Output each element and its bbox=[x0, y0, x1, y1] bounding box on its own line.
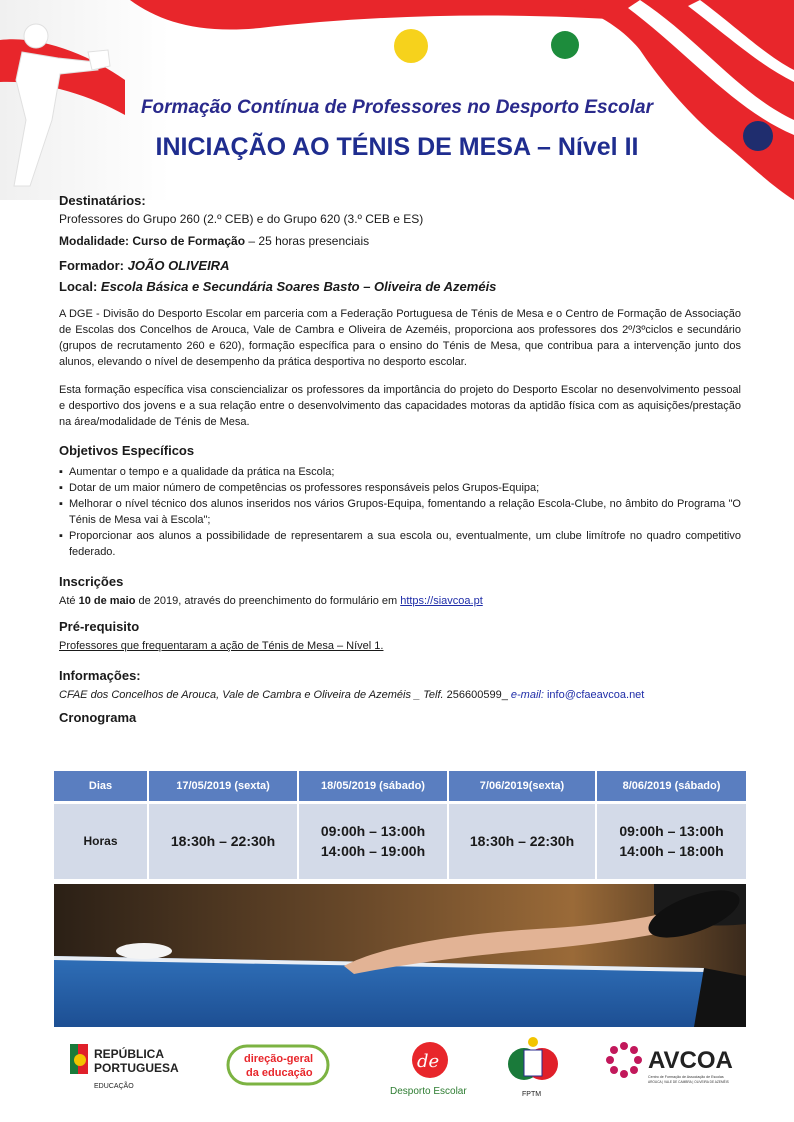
avcoa-sub-1: Centro de Formação de Associação de Escolas bbox=[648, 1075, 724, 1079]
destinatarios-text: Professores do Grupo 260 (2.º CEB) e do Grupo 620 (3.º CEB e ES) bbox=[59, 212, 424, 226]
modalidade-label: Modalidade: bbox=[59, 234, 130, 248]
formador-line bbox=[59, 258, 741, 273]
cronograma-title: Cronograma bbox=[59, 710, 137, 725]
intro-paragraph: A DGE - Divisão do Desporto Escolar em parceria com a Federação Portuguesa de Ténis de Mesa e o Centro de Formação de Associação de Escolas dos Concelhos de Arouca, Vale de Cambra e Oliveira de Azeméis, proporciona aos professores dos 2º/3ºciclos e secundário (grupos de recrutamento 260 e 620), formação específica para o ensino do Ténis de Mesa, que contribua para a intervenção junto dos alunos, elevando o nível de desempenho da prática desportiva no desporto escolar. bbox=[59, 308, 741, 368]
inscricoes-text bbox=[59, 595, 741, 607]
table-header-cell: 8/06/2019 (sábado) bbox=[596, 771, 746, 802]
republica-line-3: EDUCAÇÃO bbox=[94, 1083, 134, 1090]
de-mark: de bbox=[417, 1051, 440, 1072]
page-title: INICIAÇÃO AO TÉNIS DE MESA – Nível II bbox=[155, 133, 639, 161]
time-range: 14:00h – 19:00h bbox=[320, 843, 426, 860]
list-item: ▪ Proporcionar aos alunos a possibilidade de representarem a sua escola ou, eventualmente, um clube limítrofe no quadro competitivo federado. bbox=[59, 528, 741, 560]
list-item: ▪ Aumentar o tempo e a qualidade da prática na Escola; bbox=[59, 464, 741, 480]
republica-line-2: PORTUGUESA bbox=[94, 1061, 179, 1075]
email-link[interactable]: info@cfaeavcoa.net bbox=[543, 689, 645, 701]
time-range: 09:00h – 13:00h bbox=[619, 823, 724, 840]
inscricoes-mid: de 2019, através do preenchimento do formulário em bbox=[135, 595, 401, 607]
schedule-table bbox=[54, 771, 746, 879]
informacoes-sep: _ bbox=[501, 689, 511, 701]
table-header-cell: Dias bbox=[54, 771, 148, 802]
table-cell bbox=[298, 802, 448, 879]
inscricoes-date: 10 de maio bbox=[78, 595, 136, 607]
time-range: 18:30h – 22:30h bbox=[170, 833, 276, 850]
modalidade-value: Curso de Formação bbox=[132, 234, 246, 248]
avcoa-wordmark: AVCOA bbox=[648, 1047, 733, 1074]
dge-line-2: da educação bbox=[246, 1067, 313, 1079]
desporto-escolar-label: Desporto Escolar bbox=[390, 1086, 467, 1097]
avcoa-sub-2: AROUCA | VALE DE CAMBRA | OLIVEIRA DE AZEMÉIS bbox=[648, 1080, 729, 1084]
informacoes-text bbox=[59, 689, 741, 701]
inscricoes-pre: Até bbox=[59, 595, 79, 607]
table-cell bbox=[148, 802, 298, 879]
avcoa-logo bbox=[602, 1036, 752, 1102]
main-content bbox=[59, 193, 741, 725]
table-cell bbox=[596, 802, 746, 879]
republica-line-1: REPÚBLICA bbox=[94, 1047, 165, 1061]
logos-strip bbox=[54, 1036, 754, 1102]
informacoes-title: Informações: bbox=[59, 668, 141, 683]
fptm-label: FPTM bbox=[522, 1091, 542, 1098]
time-range: 14:00h – 18:00h bbox=[619, 843, 724, 860]
prerequisito-title: Pré-requisito bbox=[59, 619, 140, 634]
objetivos-list bbox=[59, 464, 741, 560]
table-row bbox=[54, 802, 746, 879]
republica-portuguesa-logo bbox=[68, 1036, 188, 1102]
prerequisito-text: Professores que frequentaram a ação de Ténis de Mesa – Nível 1. bbox=[59, 640, 384, 652]
modalidade-line bbox=[59, 234, 741, 248]
email-label: e-mail: bbox=[510, 689, 544, 701]
subtitle: Formação Contínua de Professores no Desporto Escolar bbox=[140, 97, 654, 118]
table-header-row bbox=[54, 771, 746, 802]
table-header-cell: 18/05/2019 (sábado) bbox=[298, 771, 448, 802]
informacoes-phone: 256600599 bbox=[446, 689, 502, 701]
table-cell bbox=[448, 802, 596, 879]
objetivos-title: Objetivos Específicos bbox=[59, 443, 195, 458]
fptm-logo bbox=[504, 1036, 564, 1102]
list-item: ▪ Dotar de um maior número de competências os professores responsáveis pelos Grupos-Equipa; bbox=[59, 480, 741, 496]
list-item: ▪ Melhorar o nível técnico dos alunos inseridos nos vários Grupos-Equipa, fomentando a relação Escola-Clube, no âmbito do Programa "O Ténis de Mesa vai à Escola"; bbox=[59, 496, 741, 528]
local-line bbox=[59, 279, 741, 294]
destinatarios-label: Destinatários: bbox=[59, 193, 146, 208]
table-tennis-photo bbox=[54, 884, 746, 1027]
dge-line-1: direção-geral bbox=[244, 1053, 314, 1065]
informacoes-org: CFAE dos Concelhos de Arouca, Vale de Cambra e Oliveira de Azeméis _ Telf. bbox=[59, 689, 447, 701]
local-value: Escola Básica e Secundária Soares Basto – Oliveira de Azeméis bbox=[97, 279, 497, 294]
table-header-cell: 17/05/2019 (sexta) bbox=[148, 771, 298, 802]
formador-value: JOÃO OLIVEIRA bbox=[124, 258, 230, 273]
desporto-escolar-logo bbox=[384, 1036, 494, 1102]
goal-paragraph: Esta formação específica visa consciencializar os professores da importância do projeto do Desporto Escolar no desenvolvimento pessoal e desportivo dos jovens e a sua relação entre o desenvolvimento das capacidades motoras da aptidão física com as aquisições/prestação na área/modalidade de Ténis de Mesa. bbox=[59, 384, 741, 428]
table-header-cell: 7/06/2019(sexta) bbox=[448, 771, 596, 802]
dge-logo bbox=[224, 1036, 334, 1102]
time-range: 09:00h – 13:00h bbox=[320, 823, 426, 840]
siavcoa-link[interactable]: https://siavcoa.pt bbox=[400, 595, 483, 607]
local-label: Local: bbox=[59, 279, 98, 294]
modalidade-rest: – 25 horas presenciais bbox=[245, 234, 370, 248]
time-range: 18:30h – 22:30h bbox=[469, 833, 575, 850]
formador-label: Formador: bbox=[59, 258, 124, 273]
inscricoes-title: Inscrições bbox=[59, 574, 124, 589]
table-row-label: Horas bbox=[54, 802, 148, 879]
